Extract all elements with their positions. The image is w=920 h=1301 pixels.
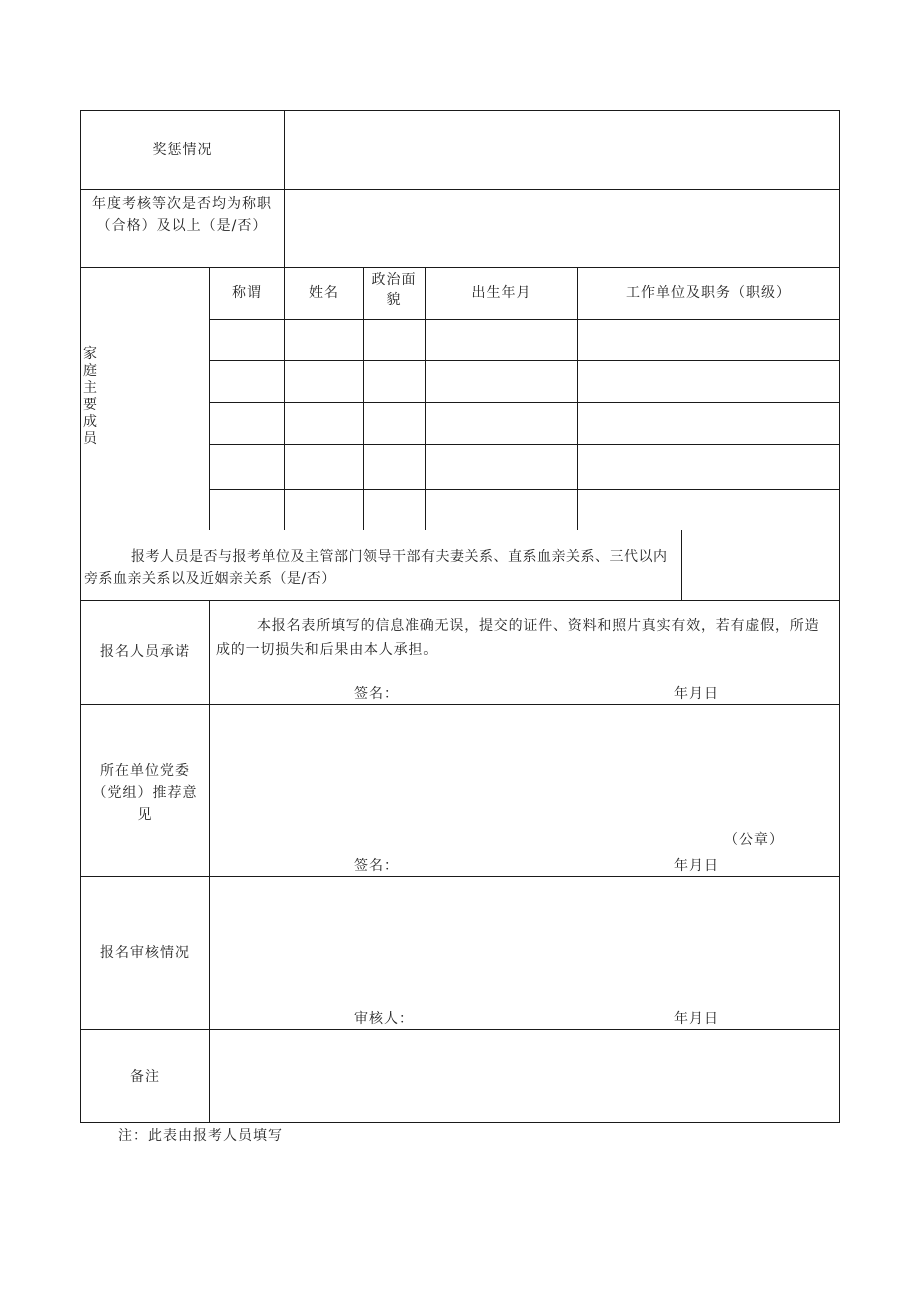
family-birth-cell[interactable]	[426, 320, 577, 360]
recommendation-input[interactable]	[210, 705, 839, 825]
family-political-cell[interactable]	[364, 490, 425, 530]
relation-question: 报考人员是否与报考单位及主管部门领导干部有夫妻关系、直系血亲关系、三代以内旁系血亲关系以及近姻亲关系（是/否）	[84, 549, 668, 587]
family-col-birth-date: 出生年月	[471, 285, 532, 301]
family-political-cell[interactable]	[364, 320, 425, 360]
family-political-cell[interactable]	[364, 403, 425, 444]
family-employer-cell[interactable]	[578, 445, 839, 489]
family-name-cell[interactable]	[285, 445, 363, 489]
family-relation-cell[interactable]	[210, 361, 284, 402]
family-relation-cell[interactable]	[210, 403, 284, 444]
family-political-cell[interactable]	[364, 361, 425, 402]
table-border-right	[839, 110, 840, 1123]
family-name-cell[interactable]	[285, 361, 363, 402]
recommendation-date-label: 年月日	[674, 858, 719, 874]
table-border-left	[80, 110, 81, 1123]
family-birth-cell[interactable]	[426, 490, 577, 530]
family-employer-cell[interactable]	[578, 320, 839, 360]
family-name-cell[interactable]	[285, 403, 363, 444]
family-col-relation: 称谓	[232, 285, 262, 301]
relation-answer-input[interactable]	[682, 531, 839, 600]
family-relation-cell[interactable]	[210, 320, 284, 360]
remarks-input[interactable]	[210, 1030, 839, 1122]
recommendation-sign-label: 签名：	[354, 858, 399, 874]
commitment-text: 本报名表所填写的信息准确无误，提交的证件、资料和照片真实有效，若有虚假，所造成的一切损失和后果由本人承担。	[216, 618, 820, 658]
commitment-sign-label: 签名：	[354, 686, 399, 702]
annual-review-input[interactable]	[285, 190, 839, 267]
annual-review-label: 年度考核等次是否均为称职（合格）及以上（是/否）	[92, 196, 272, 234]
family-relation-cell[interactable]	[210, 445, 284, 489]
official-seal-label: （公章）	[724, 832, 784, 848]
family-employer-cell[interactable]	[578, 403, 839, 444]
family-members-label: 家庭主要成员	[83, 346, 97, 447]
reviewer-label: 审核人：	[354, 1011, 414, 1027]
remarks-label: 备注	[130, 1069, 160, 1085]
commitment-date-label: 年月日	[674, 686, 719, 702]
family-employer-cell[interactable]	[578, 490, 839, 530]
commitment-label: 报名人员承诺	[100, 644, 190, 660]
review-date-label: 年月日	[674, 1011, 719, 1027]
family-political-cell[interactable]	[364, 445, 425, 489]
footer-note: 注：此表由报考人员填写	[118, 1128, 283, 1144]
family-col-name: 姓名	[309, 285, 339, 301]
family-birth-cell[interactable]	[426, 361, 577, 402]
family-birth-cell[interactable]	[426, 403, 577, 444]
family-employer-cell[interactable]	[578, 361, 839, 402]
family-col-political-status: 政治面貌	[371, 272, 417, 308]
row-divider	[80, 600, 840, 601]
family-birth-cell[interactable]	[426, 445, 577, 489]
row-divider	[80, 267, 840, 268]
review-input[interactable]	[210, 877, 839, 1002]
family-relation-cell[interactable]	[210, 490, 284, 530]
family-name-cell[interactable]	[285, 320, 363, 360]
family-col-employer-position: 工作单位及职务（职级）	[626, 285, 791, 301]
rewards-label: 奖惩情况	[152, 142, 213, 158]
rewards-input[interactable]	[285, 111, 839, 189]
recommendation-label: 所在单位党委（党组）推荐意见	[92, 763, 198, 823]
table-border-bottom	[80, 1122, 840, 1123]
review-label: 报名审核情况	[100, 945, 190, 961]
family-name-cell[interactable]	[285, 490, 363, 530]
